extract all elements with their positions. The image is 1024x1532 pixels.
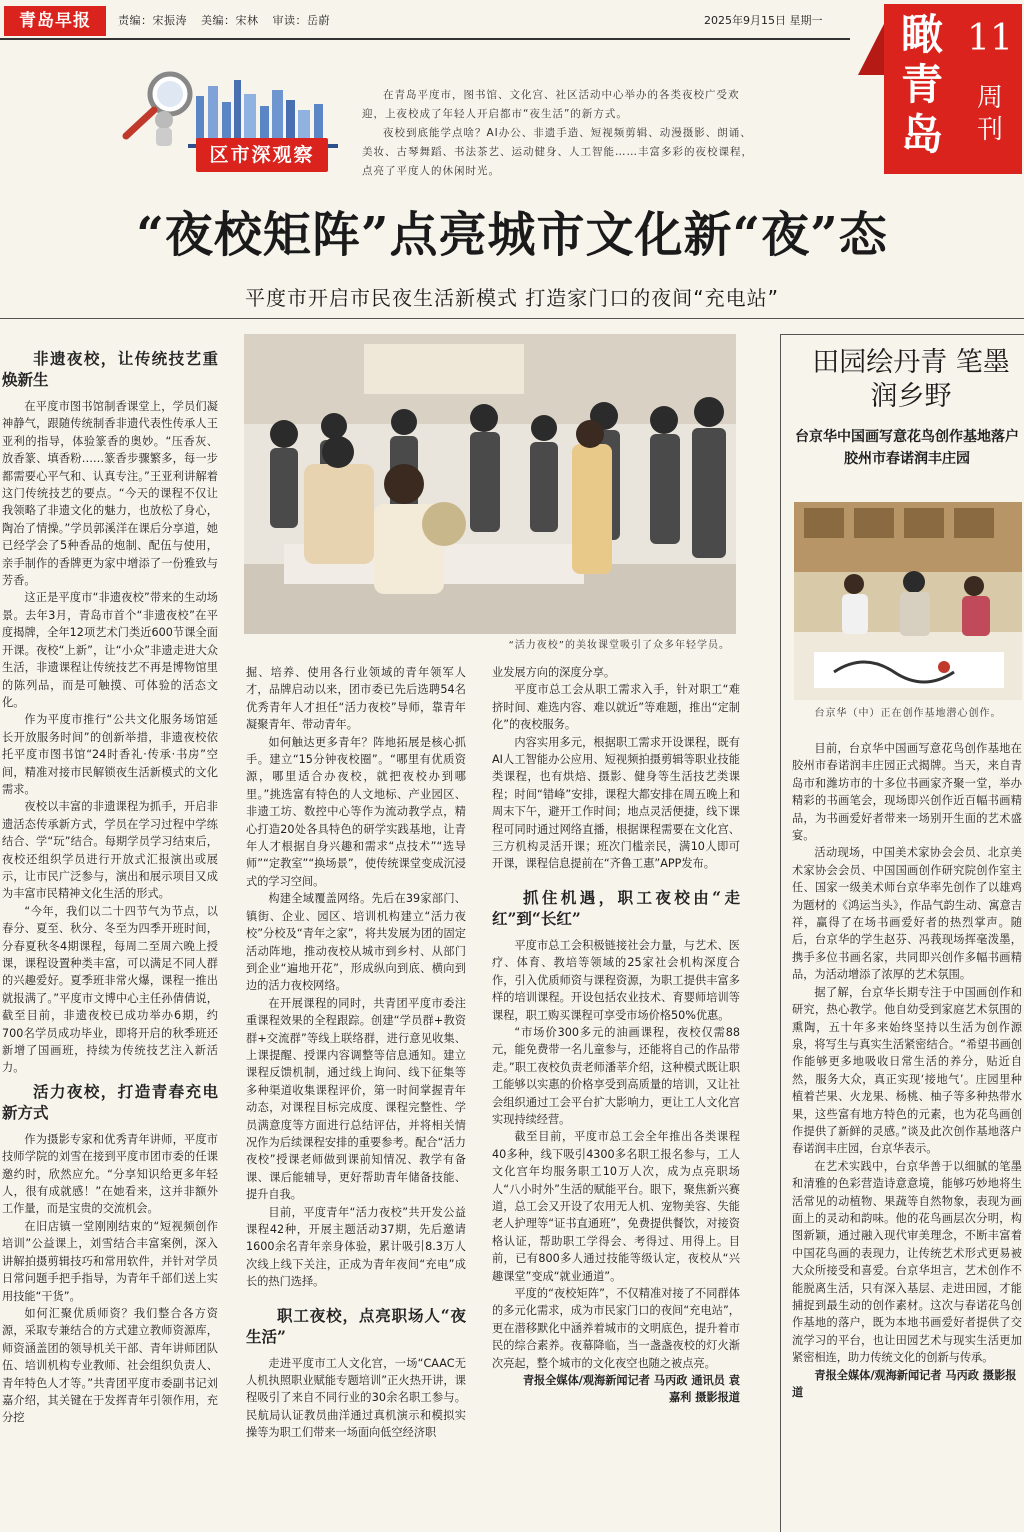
paragraph: 平度市总工会积极链接社会力量，与艺术、医疗、体育、教培等领域的25家社会机构深度合作，引入优质师资与课程资源，为职工提供丰富多样的培训课程。开设包括农业技术、育婴师培训等课程，职工购买课程可享受市场价格50%优惠。 (492, 938, 740, 1022)
section-week-label: 周刊 (976, 83, 1003, 145)
editorial-credits (118, 12, 340, 28)
sidebar-photo (794, 502, 1022, 700)
article-column-1 (2, 344, 218, 1427)
section-heading: 职工夜校，点亮职场人“夜生活” (246, 1305, 466, 1346)
intro-paragraph: 夜校到底能学点啥？AI办公、非遗手造、短视频剪辑、动漫摄影、朗诵、美妆、古琴舞蹈、书法茶艺、运动健身、人工智能……丰富多彩的夜校课程，点亮了平度人的休闲时光。 (362, 127, 753, 177)
paragraph: 夜校以丰富的非遗课程为抓手，开启非遗活态传承新方式，学员在学习过程中学练结合、学“玩”结合。每期学员学习结束后，夜校还组织学员进行开放式汇报演出或展示，让市民广泛参与，演出和展示项目又成为丰富市民精神文化生活的形式。 (2, 800, 218, 901)
paragraph: 据了解，台京华长期专注于中国画创作和研究，热心教学。他自幼受到家庭艺术氛围的熏陶，五十年多来始终坚持以生活为创作源泉，将写生与真实生活紧密结合。“希望书画创作能够更多地吸收日常生活的养分，贴近自然，服务大众，真正实现‘接地气’。庄园里种植着芒果、火龙果、杨桃、柚子等多种热带水果，这些富有地方特色的元素，也为花鸟画创作提供了新鲜的灵感。”谈及此次创作基地落户春诺润丰庄园，台京华表示。 (792, 985, 1022, 1156)
paragraph: 业发展方向的深度分享。 (492, 666, 616, 679)
section-ribbon (858, 20, 886, 75)
masthead-logo: 青岛早报 (4, 6, 106, 36)
paragraph: 作为摄影专家和优秀青年讲师，平度市技师学院的刘雪在接到平度市团市委的任课邀约时，欣然应允。“分享知识给更多年轻人，很有成就感！”在她看来，这并非额外工作量，而是宝贵的交流机会。 (2, 1132, 218, 1216)
makeup-class-photo (244, 334, 736, 634)
paragraph: 目前，台京华中国画写意花鸟创作基地在胶州市春诺润丰庄园正式揭牌。当天，来自青岛市和潍坊市的十多位书画家齐聚一堂，举办精彩的书画笔会，现场即兴创作近百幅书画精品，为书画爱好者带来一场别开生面的艺术盛宴。 (792, 742, 1022, 843)
paragraph: 平度的“夜校矩阵”，不仅精准对接了不同群体的多元化需求，成为市民家门口的夜间“充电站”，更在潜移默化中涵养着城市的文明底色，提升着市民的综合素养。夜幕降临，当一盏盏夜校的灯火渐次亮起，整个城市的文化夜空也随之被点亮。 (492, 1287, 740, 1370)
column-tag: 区市深观察 (196, 138, 328, 172)
main-photo (244, 334, 736, 634)
sidebar-title: 田园绘丹青 笔墨润乡野 (812, 347, 1010, 412)
paragraph: 掘、培养、使用各行业领域的青年领军人才，品牌启动以来，团市委已先后选聘54名优秀青年人才担任“活力夜校”导师，靠青年凝聚青年、带动青年。 (246, 666, 466, 732)
page-number: 11 (967, 18, 1013, 59)
paragraph: 目前，平度青年“活力夜校”共开发公益课程42种，开展主题活动37期，先后邀请1600余名青年亲身体验，累计吸引8.3万人次线上线下关注，正成为青年夜间“充电”成长的热门选择。 (246, 1205, 466, 1289)
article-byline: 青报全媒体/观海新闻记者 马丙政 通讯员 袁嘉利 摄影报道 (522, 1374, 740, 1405)
editor-credit: 责编：宋振涛 (118, 14, 187, 27)
paragraph: 走进平度市工人文化宫，一场“CAAC无人机执照职业赋能专题培训”正火热开讲，课程吸引了来自不同行业的30余名职工参与。民航局认证教员曲洋通过真机演示和模拟实操等为职工们带来一场面向低空经济职 (246, 1356, 466, 1440)
paragraph: 作为平度市推行“公共文化服务场馆延长开放服务时间”的创新举措，非遗夜校依托平度市图书馆“24时香礼·传承·书房”空间，精准对接市民解锁夜生活新模式的文化需求。 (2, 713, 218, 796)
section-heading: 非遗夜校，让传统技艺重焕新生 (2, 349, 218, 389)
issue-date: 2025年9月15日 星期一 (704, 14, 823, 27)
paragraph: 在艺术实践中，台京华善于以细腻的笔墨和清雅的色彩营造诗意意境，能够巧妙地将生活常见的动植物、果蔬等自然物象，表现为画面上的灵动和韵味。他的花鸟画层次分明，构图新颖，通过融入现代审美理念，不断丰富着中国花鸟画的表现力，让传统艺术形式更易被大众所接受和喜爱。台京华坦言，艺术创作不能脱离生活，只有深入基层、走进田园，才能捕捉到最生动的创作素材。这次与春诺花鸟创作基地的落户，既为本地书画爱好者提供了交流学习的平台，也让田园艺术与现实生活更加紧密相连，助力传统文化的创新与传承。 (792, 1159, 1022, 1365)
paragraph: 这正是平度市“非遗夜校”带来的生动场景。去年3月，青岛市首个“非遗夜校”在平度揭牌，全年12项艺术门类近600节课全面开课。夜校“上新”，让“小众”非遗走进大众生活，非遗课程让传统技艺不再是博物馆里的陈列品，而是可触摸、可体验的活态文化。 (2, 591, 218, 709)
proofreader-credit: 审读：岳蔚 (272, 14, 330, 27)
sidebar-article (792, 740, 1022, 1401)
article-column-3 (492, 664, 740, 1407)
sidebar-byline: 青报全媒体/观海新闻记者 马丙政 摄影报道 (792, 1368, 1017, 1400)
paragraph: 构建全域覆盖网络。先后在39家部门、镇街、企业、园区、培训机构建立“活力夜校”分校及“青年之家”，将共发展为团的固定活动阵地，推动夜校从城市到乡村、从部门到企业“遍地开花”，形成纵向到底、横向到边的活力夜校网络。 (246, 892, 466, 993)
sidebar-photo-caption: 台京华（中）正在创作基地潜心创作。 (814, 708, 1002, 719)
paragraph: 截至目前，平度市总工会全年推出各类课程40多种，线下吸引4300多名职工报名参与，工人文化宫年均服务职工10万人次，成为点亮职场人“八小时外”生活的赋能平台。眼下，聚焦新兴赛道，总工会又开设了农用无人机、宠物美容、失能老人护理等“证书直通班”，免费提供餐饮，对接资格认证，帮助职工学得会、考得过、用得上。目前，已有800多人通过技能等级认定，夜校从“兴趣课堂”变成“就业通道”。 (492, 1130, 740, 1283)
article-column-2 (246, 664, 466, 1442)
section-heading: 抓住机遇，职工夜校由“走红”到“长红” (492, 887, 740, 928)
section-title: 瞰青岛 (900, 10, 943, 159)
paragraph: “市场价300多元的油画课程，夜校仅需88元，能免费带一名儿童参与，还能将自己的作品带走。”职工夜校负责老师潘莘介绍，这种模式既让职工能够以实惠的价格享受到高质量的培训，又让社会组织通过工会平台扩大影响力，更让工人文化宫实现持续经营。 (492, 1025, 740, 1126)
header-divider (0, 38, 850, 40)
main-photo-caption: “活力夜校”的美妆课堂吸引了众多年轻学员。 (508, 640, 730, 651)
paragraph: “今年，我们以二十四节气为节点，以春分、夏至、秋分、冬至为四季开班时间，分春夏秋冬4期课程，每周二至周六晚上授课，课程设置种类丰富，可以满足不同人群的兴趣爱好。夏季班非常火爆，课程一推出就报满了。”平度市文博中心主任孙倩倩说，截至目前，非遗夜校已成功举办6期，约700名学员成功毕业，即将开启的秋季班还新增了国画班，持续为传统技艺注入新活力。 (2, 904, 218, 1075)
paragraph: 平度市总工会从职工需求入手，针对职工“难挤时间、难选内容、难以就近”等难题，推出“定制化”的夜校服务。 (492, 683, 740, 732)
paragraph: 在开展课程的同时，共青团平度市委注重课程效果的全程跟踪。创建“学员群+教资群+交流群”等线上联络群，进行意见收集、上课提醒、授课内容调整等信息通知。建立课程反馈机制，通过线上询问、线下征集等多种渠道收集课程评价，第一时间掌握青年动态，对课程目标完成度、课程完整性、学员满意度等方面进行总结评估，并将相关情况作为后续课程安排的重要参考。配合“活力夜校”授课老师做到课前知情况、教学有备课、课后能辅导，更好帮助青年储备技能、提升自我。 (246, 996, 466, 1202)
sidebar-subtitle: 台京华中国画写意花鸟创作基地落户胶州市春诺润丰庄园 (795, 429, 1019, 467)
headline-divider (0, 318, 1024, 319)
main-headline: “夜校矩阵”点亮城市文化新“夜”态 (136, 207, 888, 263)
paragraph: 活动现场，中国美术家协会会员、北京美术家协会会员、中国国画创作研究院创作室主任、国家一级美术师台京华率先创作了以雄鸡为题材的《鸿运当头》，作品气韵生动、寓意吉祥，赢得了在场书画爱好者的热烈掌声。随后，台京华的学生赵芬、冯莪现场挥毫泼墨，携手多位书画名家，共同即兴创作多幅书画精品，为活动增添了浓厚的艺术氛围。 (792, 846, 1022, 982)
paragraph: 在平度市图书馆制香课堂上，学员们凝神静气，跟随传统制香非遗代表性传承人王亚利的指导，体验篆香的奥妙。“压香灰、放香篆、填香粉……篆香步骤繁多，每一步都需要心平气和、认真专注。”王亚利讲解着这门传统技艺的要点。“今天的课程不仅让我领略了非遗文化的魅力，也放松了身心，陶冶了情操。”学员郭溪洋在课后分享道，她已经学会了5种香品的炮制、配伍与使用，亲手制作的香牌更为家中增添了一份雅致与芳香。 (2, 400, 218, 588)
intro-summary (362, 86, 758, 181)
main-subheadline: 平度市开启市民夜生活新模式 打造家门口的夜间“充电站” (244, 286, 780, 310)
paragraph: 在旧店镇一堂刚刚结束的“短视频创作培训”公益课上，刘雪结合丰富案例，深入讲解拍摄剪辑技巧和常用软件，并针对学员日常问题手把手指导，为青年千部们送上实用技能“干货”。 (2, 1219, 218, 1303)
intro-paragraph: 在青岛平度市，图书馆、文化宫、社区活动中心举办的各类夜校广受欢迎，上夜校成了年轻人开启都市“夜生活”的新方式。 (362, 89, 740, 120)
section-heading: 活力夜校，打造青春充电新方式 (2, 1081, 218, 1122)
paragraph: 如何汇聚优质师资？我们整合各方资源，采取专兼结合的方式建立教师资源库，师资涵盖团的领导机关干部、青年讲师团队伍、培训机构专业教师、社会组织负责人、青年特色人才等。”共青团平度市委副书记刘嘉介绍，其关键在于发挥青年引领作用，充分挖 (2, 1306, 218, 1425)
designer-credit: 美编：宋林 (201, 14, 259, 27)
painting-session-photo (794, 502, 1022, 700)
paragraph: 内容实用多元，根据职工需求开设课程，既有AI人工智能办公应用、短视频拍摄剪辑等职业技能类课程，也有烘焙、摄影、健身等生活技艺类课程；时间“错峰”安排，课程大都安排在周五晚上和周末下午，避开工作时间；地点灵活便捷，线下课程可同时通过网络直播，根据课程需要在文化宫、三方机构灵活开课；班次门槛亲民，满10人即可开课，课程信息提前在“齐鲁工惠”APP发布。 (492, 735, 740, 871)
paragraph: 如何触达更多青年？阵地拓展是核心抓手。建立“15分钟夜校圈”。“哪里有优质资源，哪里适合办夜校，就把夜校办到哪里。”挑选富有特色的人文地标、产业园区、非遗工坊、数控中心等作为流动教学点，精心打造20处各具特色的研学实践基地，让青年人才根据自身兴趣和需求“点技术”“选导师”“定教室”“换场景”，使传统课堂变成沉浸式的学习空间。 (246, 735, 466, 888)
